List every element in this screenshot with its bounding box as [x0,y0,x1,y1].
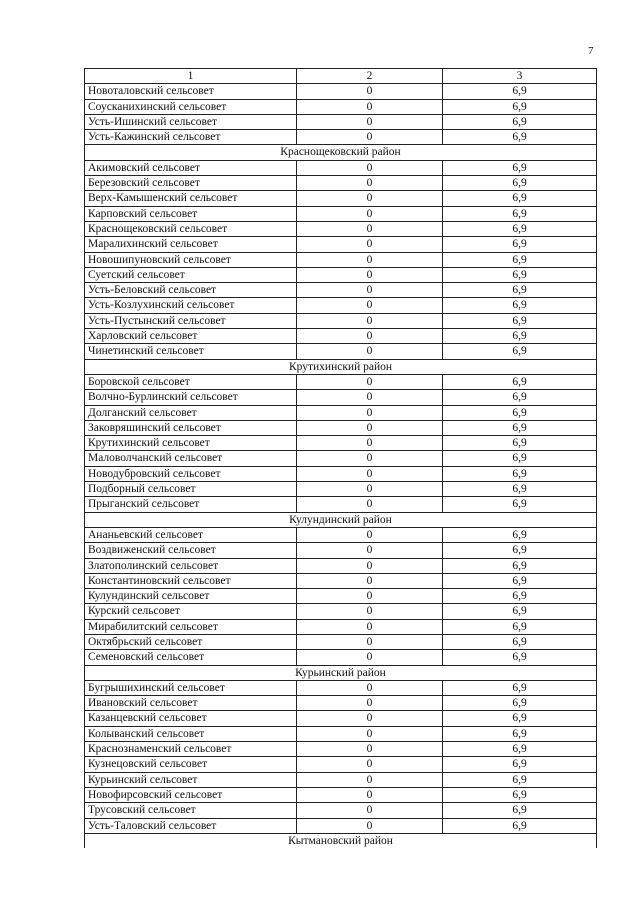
cell-col-2: 0 [297,650,443,665]
cell-col-3: 6,9 [443,680,597,695]
cell-col-3: 6,9 [443,818,597,833]
cell-col-2: 0 [297,772,443,787]
cell-col-2: 0 [297,191,443,206]
cell-col-2: 0 [297,497,443,512]
cell-col-2: 0 [297,589,443,604]
section-title: Курьинский район [85,665,597,680]
table-row [85,726,597,741]
cell-name: Усть-Кажинский сельсовет [85,130,297,145]
table-row [85,451,597,466]
cell-col-3: 6,9 [443,176,597,191]
table-row [85,680,597,695]
cell-col-2: 0 [297,99,443,114]
table-row [85,405,597,420]
table-row [85,114,597,129]
cell-name: Усть-Таловский сельсовет [85,818,297,833]
cell-name: Мирабилитский сельсовет [85,619,297,634]
cell-col-3: 6,9 [443,114,597,129]
table-row [85,84,597,99]
cell-col-3: 6,9 [443,221,597,236]
cell-col-3: 6,9 [443,589,597,604]
cell-name: Семеновский сельсовет [85,650,297,665]
cell-col-2: 0 [297,696,443,711]
cell-col-3: 6,9 [443,803,597,818]
cell-name: Усть-Козлухинский сельсовет [85,298,297,313]
table-row [85,619,597,634]
table-row [85,313,597,328]
cell-col-3: 6,9 [443,543,597,558]
table-row [85,160,597,175]
cell-col-3: 6,9 [443,742,597,757]
table-row [85,267,597,282]
table-row [85,374,597,389]
header-col-1: 1 [85,69,297,84]
table-row [85,787,597,802]
table-row [85,390,597,405]
table-row [85,344,597,359]
cell-col-3: 6,9 [443,436,597,451]
cell-col-2: 0 [297,451,443,466]
cell-name: Прыганский сельсовет [85,497,297,512]
data-table [84,68,597,848]
cell-col-2: 0 [297,436,443,451]
cell-name: Усть-Ишинский сельсовет [85,114,297,129]
cell-name: Чинетинский сельсовет [85,344,297,359]
cell-name: Казанцевский сельсовет [85,711,297,726]
cell-name: Боровской сельсовет [85,374,297,389]
cell-col-3: 6,9 [443,757,597,772]
section-title: Крутихинский район [85,359,597,374]
cell-col-3: 6,9 [443,329,597,344]
cell-col-2: 0 [297,206,443,221]
table-row [85,543,597,558]
table-row [85,696,597,711]
section-header-row [85,145,597,160]
cell-col-3: 6,9 [443,84,597,99]
cell-name: Березовский сельсовет [85,176,297,191]
table-row [85,650,597,665]
table-row [85,742,597,757]
section-title: Кытмановский район [85,833,597,848]
table-row [85,99,597,114]
cell-col-3: 6,9 [443,527,597,542]
cell-col-3: 6,9 [443,619,597,634]
table-row [85,634,597,649]
cell-name: Курьинский сельсовет [85,772,297,787]
cell-name: Акимовский сельсовет [85,160,297,175]
cell-col-2: 0 [297,252,443,267]
cell-name: Кузнецовский сельсовет [85,757,297,772]
header-col-3: 3 [443,69,597,84]
table-row [85,527,597,542]
cell-col-3: 6,9 [443,390,597,405]
cell-col-3: 6,9 [443,482,597,497]
cell-col-3: 6,9 [443,298,597,313]
cell-col-2: 0 [297,405,443,420]
cell-name: Усть-Пустынский сельсовет [85,313,297,328]
cell-name: Харловский сельсовет [85,329,297,344]
cell-col-2: 0 [297,619,443,634]
cell-col-3: 6,9 [443,558,597,573]
cell-col-3: 6,9 [443,237,597,252]
cell-col-2: 0 [297,818,443,833]
cell-col-2: 0 [297,283,443,298]
table-row [85,176,597,191]
cell-col-3: 6,9 [443,573,597,588]
cell-col-2: 0 [297,482,443,497]
cell-col-2: 0 [297,420,443,435]
section-title: Кулундинский район [85,512,597,527]
cell-col-2: 0 [297,298,443,313]
table-row [85,589,597,604]
table-row [85,482,597,497]
cell-col-3: 6,9 [443,130,597,145]
cell-name: Ананьевский сельсовет [85,527,297,542]
cell-name: Кулундинский сельсовет [85,589,297,604]
cell-name: Новошипуновский сельсовет [85,252,297,267]
cell-name: Бугрышихинский сельсовет [85,680,297,695]
cell-col-3: 6,9 [443,252,597,267]
cell-col-3: 6,9 [443,650,597,665]
cell-col-3: 6,9 [443,191,597,206]
table-row [85,329,597,344]
cell-col-2: 0 [297,130,443,145]
cell-col-3: 6,9 [443,787,597,802]
cell-col-3: 6,9 [443,711,597,726]
cell-col-2: 0 [297,344,443,359]
cell-col-2: 0 [297,84,443,99]
cell-col-3: 6,9 [443,405,597,420]
cell-col-2: 0 [297,634,443,649]
cell-name: Трусовский сельсовет [85,803,297,818]
cell-col-3: 6,9 [443,206,597,221]
table-row [85,130,597,145]
cell-name: Колыванский сельсовет [85,726,297,741]
table-row [85,466,597,481]
table-row [85,252,597,267]
section-header-row [85,359,597,374]
cell-col-3: 6,9 [443,451,597,466]
table-row [85,237,597,252]
table-row [85,497,597,512]
cell-col-2: 0 [297,742,443,757]
cell-col-3: 6,9 [443,420,597,435]
cell-col-2: 0 [297,558,443,573]
cell-col-2: 0 [297,573,443,588]
table-row [85,206,597,221]
section-header-row [85,665,597,680]
cell-col-2: 0 [297,527,443,542]
cell-name: Новоталовский сельсовет [85,84,297,99]
cell-col-2: 0 [297,543,443,558]
cell-col-2: 0 [297,803,443,818]
cell-col-2: 0 [297,176,443,191]
table-row [85,757,597,772]
cell-col-3: 6,9 [443,374,597,389]
page-number: 7 [588,45,594,57]
table-row [85,711,597,726]
cell-col-3: 6,9 [443,604,597,619]
cell-name: Октябрьский сельсовет [85,634,297,649]
cell-col-3: 6,9 [443,99,597,114]
header-col-2: 2 [297,69,443,84]
cell-name: Верх-Камышенский сельсовет [85,191,297,206]
cell-name: Крутихинский сельсовет [85,436,297,451]
cell-col-3: 6,9 [443,283,597,298]
cell-name: Ивановский сельсовет [85,696,297,711]
table-row [85,803,597,818]
cell-col-2: 0 [297,237,443,252]
cell-col-2: 0 [297,114,443,129]
cell-name: Суетский сельсовет [85,267,297,282]
cell-name: Новодубровский сельсовет [85,466,297,481]
cell-col-2: 0 [297,267,443,282]
table-row [85,221,597,236]
header-row [85,69,597,84]
cell-col-3: 6,9 [443,267,597,282]
table-row [85,604,597,619]
cell-name: Константиновский сельсовет [85,573,297,588]
cell-name: Соусканихинский сельсовет [85,99,297,114]
table-row [85,283,597,298]
cell-col-2: 0 [297,604,443,619]
cell-col-2: 0 [297,787,443,802]
table-row [85,420,597,435]
cell-col-3: 6,9 [443,344,597,359]
cell-col-2: 0 [297,680,443,695]
table-row [85,436,597,451]
cell-name: Краснощековский сельсовет [85,221,297,236]
section-header-row [85,512,597,527]
cell-name: Долганский сельсовет [85,405,297,420]
cell-col-2: 0 [297,466,443,481]
cell-name: Усть-Беловский сельсовет [85,283,297,298]
cell-name: Заковряшинский сельсовет [85,420,297,435]
cell-col-3: 6,9 [443,772,597,787]
table-row [85,298,597,313]
cell-name: Курский сельсовет [85,604,297,619]
cell-name: Краснознаменский сельсовет [85,742,297,757]
cell-col-3: 6,9 [443,696,597,711]
cell-col-2: 0 [297,313,443,328]
cell-col-3: 6,9 [443,497,597,512]
cell-col-3: 6,9 [443,726,597,741]
section-header-row [85,833,597,848]
cell-col-2: 0 [297,221,443,236]
table-row [85,772,597,787]
cell-col-2: 0 [297,711,443,726]
cell-col-3: 6,9 [443,466,597,481]
cell-col-2: 0 [297,390,443,405]
cell-col-2: 0 [297,374,443,389]
cell-col-2: 0 [297,329,443,344]
section-title: Краснощековский район [85,145,597,160]
cell-col-2: 0 [297,160,443,175]
table-row [85,573,597,588]
cell-name: Новофирсовский сельсовет [85,787,297,802]
cell-name: Маловолчанский сельсовет [85,451,297,466]
table-body [85,84,597,848]
cell-name: Карповский сельсовет [85,206,297,221]
cell-name: Подборный сельсовет [85,482,297,497]
cell-col-3: 6,9 [443,634,597,649]
table-row [85,818,597,833]
cell-col-3: 6,9 [443,313,597,328]
cell-col-2: 0 [297,757,443,772]
cell-name: Златополинский сельсовет [85,558,297,573]
cell-name: Маралихинский сельсовет [85,237,297,252]
table-row [85,558,597,573]
cell-col-3: 6,9 [443,160,597,175]
cell-name: Воздвиженский сельсовет [85,543,297,558]
cell-col-2: 0 [297,726,443,741]
cell-name: Волчно-Бурлинский сельсовет [85,390,297,405]
table-row [85,191,597,206]
